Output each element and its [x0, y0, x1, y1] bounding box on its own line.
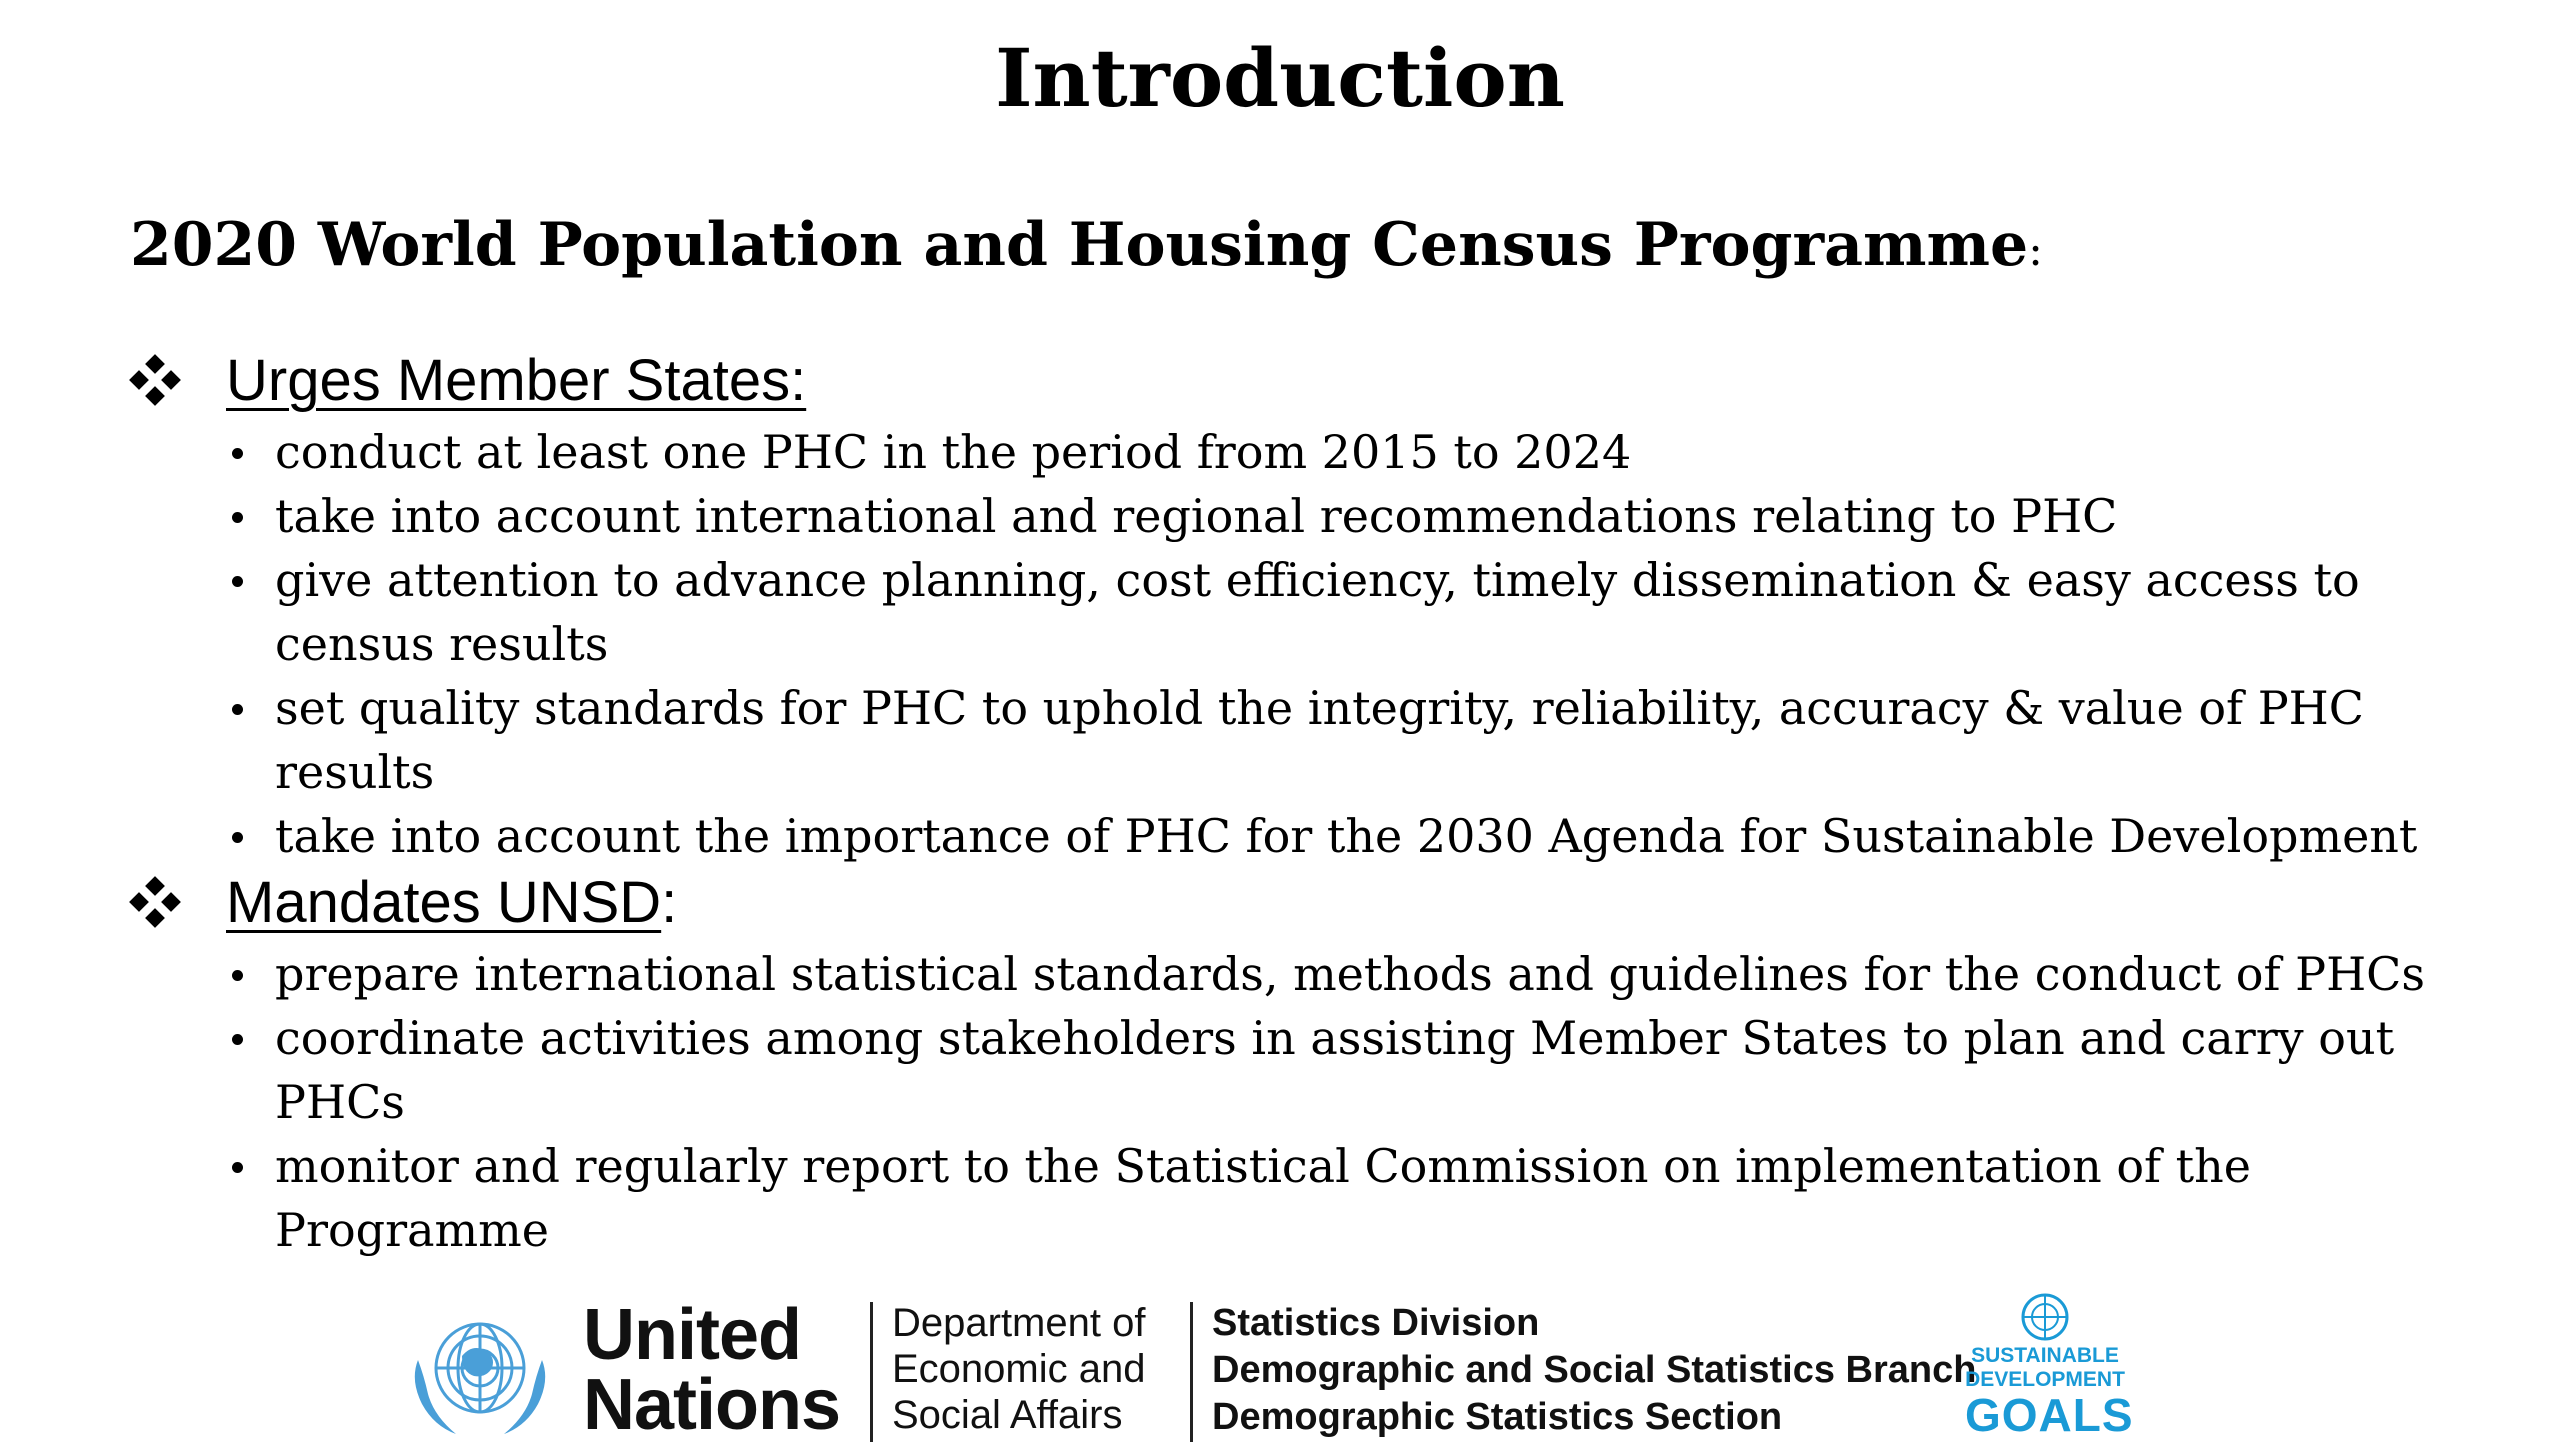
bullet-list [130, 942, 2490, 1262]
section-heading [130, 862, 2490, 942]
desa-line: Department of [892, 1301, 1146, 1345]
section-heading-suffix: : [661, 869, 678, 935]
list-item [226, 676, 2490, 804]
sdg-wheel-icon [2018, 1290, 2072, 1344]
list-item [226, 804, 2490, 868]
slide-title: Introduction [995, 31, 1565, 125]
bullet-list [130, 420, 2490, 868]
un-emblem-icon [400, 1300, 560, 1440]
list-item-text: coordinate activities among stakeholders in assisting Member States to plan and carry out PHCs [275, 1011, 2395, 1129]
desa-label [892, 1300, 1145, 1438]
list-item [226, 942, 2490, 1006]
bullet-dot-icon [232, 1162, 243, 1173]
desa-line: Economic and [892, 1347, 1146, 1391]
bullet-dot-icon [232, 448, 243, 459]
unsd-line: Statistics Division [1212, 1302, 1540, 1344]
unsd-label [1212, 1300, 1976, 1441]
desa-line: Social Affairs [892, 1393, 1123, 1437]
un-wordmark [583, 1295, 841, 1445]
section-heading [130, 340, 2490, 420]
footer-divider [1190, 1302, 1193, 1442]
programme-subtitle-text: 2020 World Population and Housing Census Programme [130, 210, 2029, 280]
bullet-dot-icon [232, 704, 243, 715]
un-wordmark-line2: Nations [583, 1365, 841, 1445]
list-item-text: prepare international statistical standards, methods and guidelines for the conduct of PHCs [275, 947, 2425, 1001]
section-urges-member-states [130, 340, 2490, 868]
section-heading-text: Urges Member States: [226, 347, 807, 413]
list-item [226, 548, 2490, 676]
list-item-text: set quality standards for PHC to uphold the integrity, reliability, accuracy & value of PHC results [275, 681, 2364, 799]
bullet-dot-icon [232, 512, 243, 523]
sdg-goals-wordmark: GOALS [1965, 1389, 2134, 1441]
bullet-dot-icon [232, 576, 243, 587]
unsd-line: Demographic and Social Statistics Branch [1212, 1349, 1977, 1391]
list-item-text: give attention to advance planning, cost efficiency, timely dissemination & easy access to census results [275, 553, 2360, 671]
list-item [226, 484, 2490, 548]
four-diamond-icon [130, 355, 180, 405]
programme-subtitle [130, 205, 2043, 291]
bullet-dot-icon [232, 970, 243, 981]
list-item [226, 1006, 2490, 1134]
un-wordmark-line1: United [583, 1295, 801, 1375]
sdg-line: DEVELOPMENT [1965, 1368, 2125, 1391]
list-item-text: monitor and regularly report to the Statistical Commission on implementation of the Programme [275, 1139, 2252, 1257]
list-item [226, 1134, 2490, 1262]
list-item-text: take into account the importance of PHC for the 2030 Agenda for Sustainable Development [275, 809, 2418, 863]
footer-divider [870, 1302, 873, 1442]
section-mandates-unsd [130, 862, 2490, 1262]
bullet-dot-icon [232, 832, 243, 843]
sdg-logo [1965, 1290, 2134, 1441]
section-heading-text: Mandates UNSD [226, 869, 662, 935]
footer-logos [400, 1290, 2160, 1450]
sdg-line: SUSTAINABLE [1971, 1344, 2119, 1367]
list-item-text: take into account international and regional recommendations relating to PHC [275, 489, 2118, 543]
unsd-line: Demographic Statistics Section [1212, 1396, 1783, 1438]
bullet-dot-icon [232, 1034, 243, 1045]
four-diamond-icon [130, 877, 180, 927]
list-item [226, 420, 2490, 484]
programme-subtitle-colon: : [2028, 225, 2043, 276]
list-item-text: conduct at least one PHC in the period from 2015 to 2024 [275, 425, 1632, 479]
